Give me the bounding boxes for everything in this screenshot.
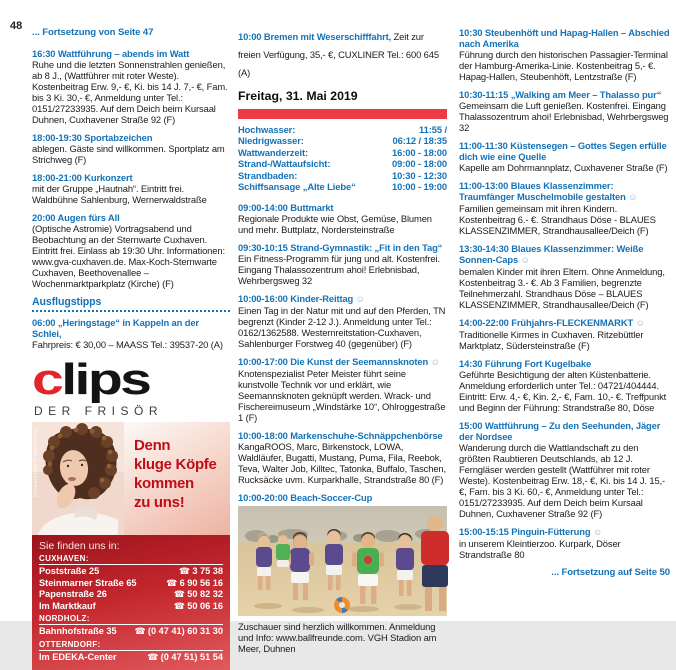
event-title: 15:00-15:15 Pinguin-Fütterung (459, 526, 591, 537)
event-sonnen-caps (459, 243, 670, 310)
tide-times-table (238, 124, 447, 192)
event-title: 15:00 Wattführung – Zu den Seehunden, Jäger der Nordsee (459, 420, 661, 442)
event-body: Ein Fitness-Programm für jung und alt. Kostenfrei. Eingang Thalassozentrum ahoi! Erlebnisbad, Wehrbergsweg 32 (238, 253, 440, 287)
tide-row: Wattwanderzeit: 16:00 - 18:00 (238, 146, 447, 158)
tide-row: Schiffsansage „Alte Liebe“ 10:00 - 19:00 (238, 181, 447, 193)
phone-icon: ☎ (147, 651, 159, 662)
beach-soccer-photo (238, 506, 447, 616)
ad-slogan: Denn kluge Köpfe kommen zu uns! (124, 422, 230, 535)
event-body: KangaROOS, Marc, Birkenstock, LOWA, Waldläufer, Bugatti, Mustang, Puma, Fila, Reebok, Teva, Walter Job, Killtec, Tatonka, Buffalo, Taschen, Rucksäcke uvm. Kurparkhalle, Strandstraße 80 (F) (238, 441, 446, 486)
event-body: mit der Gruppe „Hautnah“. Eintritt frei. Waldbühne Sahlenburg, Wernerwaldstraße (32, 183, 207, 205)
tide-row: Strandbaden: 10:30 - 12:30 (238, 169, 447, 181)
column-middle (238, 27, 447, 661)
event-title: 16:30 Wattführung – abends im Watt (32, 48, 190, 59)
event-kurkonzert (32, 172, 230, 205)
ad-logo (32, 355, 230, 404)
event-title: 10:00-18:00 Markenschuhe-Schnäppchenbörse (238, 430, 443, 442)
ad-city-otterndorf: OTTERNDORF: (39, 640, 223, 651)
event-body: Führung durch den historischen Passagier-Terminal der Hamburg-Amerika-Linie. Kostenbeitrag 5,- €. Hapag-Hallen, Steubenhöft, Lentzstraße (F) (459, 49, 668, 82)
page-number: 48 (10, 20, 23, 32)
phone-icon: ☎ (134, 626, 146, 637)
event-buttmarkt (238, 202, 447, 235)
tide-row: Niedrigwasser: 06:12 / 18:35 (238, 135, 447, 147)
section-header-ausflugstipps: Ausflugstipps (32, 296, 230, 312)
phone-icon: ☎ (178, 566, 191, 576)
ad-location-row: Steinmarner Straße 65 ☎ 6 90 56 16 (39, 577, 223, 588)
smiley-icon: ☺ (520, 255, 530, 265)
event-title: 10:00-16:00 Kinder-Reittag (238, 293, 354, 305)
event-steubenhoeft (459, 27, 670, 82)
event-title: 13:30-14:30 Blaues Klassenzimmer: Weiße Sonnen-Caps (459, 243, 644, 265)
ad-tagline: DER FRISÖR (34, 404, 164, 418)
event-kuestensegen (459, 140, 670, 173)
photo-credit: Schwarzkopf Professional (33, 428, 39, 498)
event-title: 10:30 Steubenhöft und Hapag-Hallen – Abschied nach Amerika (459, 27, 670, 49)
event-seehunde (459, 420, 670, 519)
event-body: Geführte Besichtigung der alten Küstenbatterie. Anmeldung erforderlich unter Tel.: 04721/404444. Eintritt: Erw. 4,- €, Kin. 2,- €, Fam. 10,- €. Treffpunkt und Beginn der Führung: Strandstraße 80, Döse (459, 369, 667, 413)
continuation-to-next: ... Fortsetzung auf Seite 50 (551, 567, 670, 578)
event-body: Kapelle am Dohrmannplatz, Cuxhavener Straße (F) (459, 162, 668, 173)
event-walking-am-meer (459, 89, 670, 133)
event-fleckenmarkt (459, 317, 670, 351)
smiley-icon: ☺ (592, 527, 603, 537)
continuation-from-previous: ... Fortsetzung von Seite 47 (32, 27, 154, 38)
event-seemannsknoten (238, 356, 447, 423)
event-body: bemalen Kinder mit ihren Eltern. Ohne Anmeldung, Kostenbeitrag 3.- €. Ab 3 Familien, begrenzte Teilnehmerzahl. Strandhaus Döse – BLAUES KLASSENZIMMER, Strandhausallee/Deich (F) (459, 266, 665, 310)
ad-logo-rest: lips (61, 355, 150, 404)
ad-city-cuxhaven: CUXHAVEN: (39, 554, 223, 565)
event-body: in unserem Kleintierzoo. Kurpark, Döser Strandstraße 80 (459, 538, 621, 560)
ad-model-photo (32, 422, 124, 535)
event-title: 09:00-14:00 Buttmarkt (238, 202, 334, 214)
event-title: 18:00-21:00 Kurkonzert (32, 172, 133, 183)
event-body: Traditionelle Kirmes in Cuxhaven. Ritzebüttler Marktplatz, Südersteinstraße (F) (459, 329, 644, 351)
event-body: Regionale Produkte wie Obst, Gemüse, Blumen und mehr. Buttplatz, Nordersteinstraße (238, 213, 432, 236)
event-title: 10:00-17:00 Die Kunst der Seemannsknoten (238, 356, 429, 368)
event-title: 06:00 „Heringstage“ in Kappeln an der Schlei, (32, 317, 199, 339)
date-header: Freitag, 31. Mai 2019 (238, 89, 358, 103)
tide-row: Hochwasser: 11:55 / (238, 124, 447, 135)
event-body: Ruhe und die letzten Sonnenstrahlen genießen, ab 8 J., (Wattführer mit roter Weste). Kostenbeitrag Erw. 9,- €, Ki. bis 14 J. 7,- €, Fam. bis 3 Ki. 30,- €, Anmeldung unter Tel.: 0151/27233935. Auf dem Deich beim Kursaal Duhnen, Cuxhavener Straße 92 (F) (32, 59, 228, 125)
event-title: 20:00 Augen fürs All (32, 212, 120, 223)
column-left (32, 27, 230, 670)
event-title: 14:30 Führung Fort Kugelbake (459, 358, 592, 369)
ad-location-row: Im EDEKA-Center ☎ (0 47 51) 51 54 (39, 651, 223, 662)
event-body: Knotenspezialist Peter Meister führt seine kunstvolle Technik vor und erklärt, wie Seemannsknoten geknüpft werden. Wrack- und Fischereimuseum „Windstärke 10“, Ohlroggestraße 1 (F) (238, 368, 446, 424)
event-body: ablegen. Gäste sind willkommen. Sportplatz am Strichweg (F) (32, 143, 225, 165)
tide-row: Strand-/Wattaufsicht: 09:00 - 18:00 (238, 158, 447, 170)
ad-city-nordholz: NORDHOLZ: (39, 614, 223, 625)
event-body: Gemeinsam die Luft genießen. Kostenfrei. Eingang Thalassozentrum ahoi! Erlebnisbad, Wehrbergsweg 32 (459, 100, 669, 133)
event-augen-fuers-all (32, 212, 230, 289)
event-wattfuehrung-abends (32, 48, 230, 125)
event-traumfaenger (459, 180, 670, 236)
ad-location-row: Bahnhofstraße 35 ☎ (0 47 41) 60 31 30 (39, 626, 223, 637)
hairdresser-ad (32, 355, 230, 670)
phone-icon: ☎ (166, 577, 178, 588)
event-title: 10:30-11:15 „Walking am Meer – Thalasso pur“ (459, 89, 662, 100)
event-sportabzeichen (32, 132, 230, 165)
event-bremen-weserschifffahrt (238, 27, 447, 81)
event-kinder-reittag (238, 293, 447, 349)
event-strand-gymnastik (238, 242, 447, 286)
event-markenschuhe (238, 430, 447, 485)
event-pinguin-fuetterung (459, 526, 670, 560)
smiley-icon: ☺ (430, 357, 440, 368)
phone-icon: ☎ (173, 600, 186, 611)
event-title: 11:00-13:00 Blaues Klassenzimmer: Traumfänger Muschelmobile gestalten (459, 180, 626, 202)
event-title: 11:00-11:30 Küstensegen – Gottes Segen erfülle dich wie eine Quelle (459, 140, 667, 162)
event-body: Zeit zur freien Verfügung, 35,- €, CUXLINER Tel.: 600 645 (A) (238, 31, 439, 78)
event-title: 18:00-19:30 Sportabzeichen (32, 132, 153, 143)
event-body: Einen Tag in der Natur mit und auf den Pferden, TN begrenzt (Kinder 2-12 J.). Anmeldung unter Tel.: 0162/1362588. Westernreitstation-Cuxhaven, Sahlenburger Forstweg 40 (gegenüber) (F) (238, 305, 446, 350)
event-body: (Optische Astromie) Vortragsabend und Beobachtung an der Sternwarte Cuxhaven. Eintritt frei. Einlass ab 19:30 Uhr. Informationen: www.gva-cuxhaven.de. Max-Koch-Sternwarte Cuxhaven, Beethovenallee – Wochenmarktparkplatz (Kirche) (F) (32, 223, 225, 289)
ad-logo-c: c (32, 355, 62, 404)
ad-location-row: Poststraße 25 ☎ 3 75 38 (39, 566, 223, 576)
event-body: Familien gemeinsam mit ihren Kindern. Kostenbeitrag 6.- €. Strandhaus Döse - BLAUES KLASSENZIMMER, Strandhausallee/Deich (F) (459, 203, 656, 236)
red-divider-bar (238, 109, 447, 119)
ad-find-us: Sie finden uns in: (39, 540, 120, 552)
event-title: 14:00-22:00 Frühjahrs-FLECKENMARKT (459, 317, 634, 328)
smiley-icon: ☺ (355, 294, 365, 305)
phone-icon: ☎ (173, 589, 186, 600)
event-beach-soccer-cup (238, 492, 447, 654)
photo-caption: Zuschauer sind herzlich willkommen. Anmeldung und Info: www.ballfreunde.com. VGH Stadion am Meer, Duhnen (238, 621, 437, 655)
event-title: 10:00-20:00 Beach-Soccer-Cup (238, 492, 373, 504)
event-title: 09:30-10:15 Strand-Gymnastik: „Fit in den Tag“ (238, 242, 443, 254)
column-right (459, 27, 670, 578)
smiley-icon: ☺ (628, 192, 638, 202)
event-fort-kugelbake (459, 358, 670, 413)
event-heringstage (32, 317, 230, 350)
event-body: Fahrpreis: € 30,00 – MAASS Tel.: 39537-20 (A) (32, 339, 223, 350)
event-title: 10:00 Bremen mit Weserschifffahrt, (238, 31, 392, 42)
smiley-icon: ☺ (635, 318, 645, 328)
event-body: Wanderung durch die Wattlandschaft zu den größten Raubtieren Deutschlands, ab 12 J. Ferngläser werden gestellt (Wattführer mit roter Weste). Kostenbeitrag Erw. 18,- €, Ki. bis 14 J. 15,- €, Fam. bis 3 Ki. 60,- €, Anmeldung unter Tel.: 0151/27233935. Auf dem Deich beim Kursaal Duhnen, Cuxhavener Straße 92 (F) (459, 442, 666, 519)
curly-hair-model-illustration (32, 422, 124, 535)
ad-contact-box (32, 535, 230, 670)
ad-location-row: Papenstraße 26 ☎ 50 82 32 (39, 589, 223, 600)
ad-location-row: Im Marktkauf ☎ 50 06 16 (39, 600, 223, 611)
